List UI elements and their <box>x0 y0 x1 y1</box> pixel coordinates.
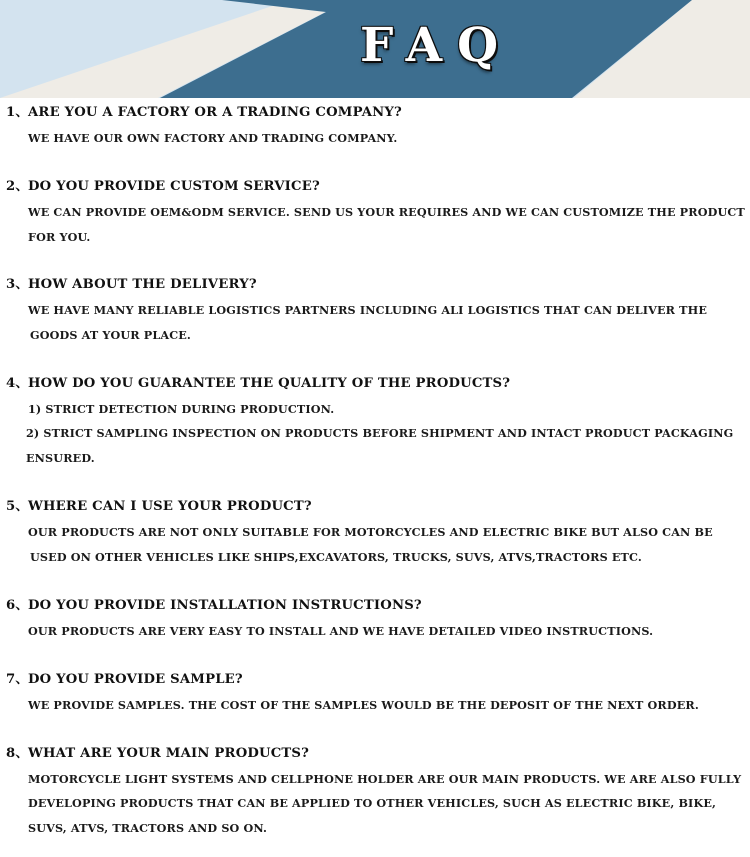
question-text: ARE YOU A FACTORY OR A TRADING COMPANY? <box>28 105 402 120</box>
answer-line: GOODS AT YOUR PLACE. <box>30 328 191 342</box>
question-text: HOW DO YOU GUARANTEE THE QUALITY OF THE PRODUCTS? <box>28 376 511 391</box>
faq-question <box>6 374 510 394</box>
answer-line: FOR YOU. <box>28 230 91 244</box>
answer-line: DEVELOPING PRODUCTS THAT CAN BE APPLIED TO OTHER VEHICLES, SUCH AS ELECTRIC BIKE, BIKE, <box>28 796 717 810</box>
faq-question <box>6 177 320 197</box>
question-number: 3、 <box>6 277 29 292</box>
question-number: 8、 <box>6 746 29 761</box>
answer-line: SUVS, ATVS, TRACTORS AND SO ON. <box>28 821 268 835</box>
answer-line: WE PROVIDE SAMPLES. THE COST OF THE SAMPLES WOULD BE THE DEPOSIT OF THE NEXT ORDER. <box>28 698 699 712</box>
answer-line: 1) STRICT DETECTION DURING PRODUCTION. <box>28 402 335 416</box>
question-text: DO YOU PROVIDE CUSTOM SERVICE? <box>28 179 320 194</box>
faq-question <box>6 670 243 690</box>
question-number: 4、 <box>6 376 29 391</box>
page-title: FAQ <box>360 18 514 73</box>
question-text: WHAT ARE YOUR MAIN PRODUCTS? <box>28 746 310 761</box>
question-text: HOW ABOUT THE DELIVERY? <box>28 277 257 292</box>
answer-line: OUR PRODUCTS ARE VERY EASY TO INSTALL AND WE HAVE DETAILED VIDEO INSTRUCTIONS. <box>28 624 654 638</box>
question-number: 2、 <box>6 179 29 194</box>
faq-banner <box>0 0 750 98</box>
answer-line: WE CAN PROVIDE OEM&ODM SERVICE. SEND US YOUR REQUIRES AND WE CAN CUSTOMIZE THE PRODUCT <box>28 205 745 219</box>
answer-line: MOTORCYCLE LIGHT SYSTEMS AND CELLPHONE HOLDER ARE OUR MAIN PRODUCTS. WE ARE ALSO FULLY <box>28 772 742 786</box>
question-text: DO YOU PROVIDE SAMPLE? <box>28 672 243 687</box>
question-number: 7、 <box>6 672 29 687</box>
answer-line: ENSURED. <box>26 451 95 465</box>
faq-question <box>6 103 402 123</box>
answer-line: USED ON OTHER VEHICLES LIKE SHIPS,EXCAVATORS, TRUCKS, SUVS, ATVS,TRACTORS ETC. <box>30 550 642 564</box>
question-text: DO YOU PROVIDE INSTALLATION INSTRUCTIONS? <box>28 598 422 613</box>
answer-line: WE HAVE OUR OWN FACTORY AND TRADING COMPANY. <box>28 131 398 145</box>
question-number: 6、 <box>6 598 29 613</box>
faq-question <box>6 275 257 295</box>
answer-line: WE HAVE MANY RELIABLE LOGISTICS PARTNERS INCLUDING ALI LOGISTICS THAT CAN DELIVER THE <box>28 303 708 317</box>
question-number: 1、 <box>6 105 29 120</box>
answer-line: 2) STRICT SAMPLING INSPECTION ON PRODUCTS BEFORE SHIPMENT AND INTACT PRODUCT PACKAGING <box>26 426 734 440</box>
faq-question <box>6 497 312 517</box>
question-text: WHERE CAN I USE YOUR PRODUCT? <box>28 499 312 514</box>
answer-line: OUR PRODUCTS ARE NOT ONLY SUITABLE FOR MOTORCYCLES AND ELECTRIC BIKE BUT ALSO CAN BE <box>28 525 713 539</box>
question-number: 5、 <box>6 499 29 514</box>
faq-question <box>6 596 422 616</box>
faq-question <box>6 744 309 764</box>
